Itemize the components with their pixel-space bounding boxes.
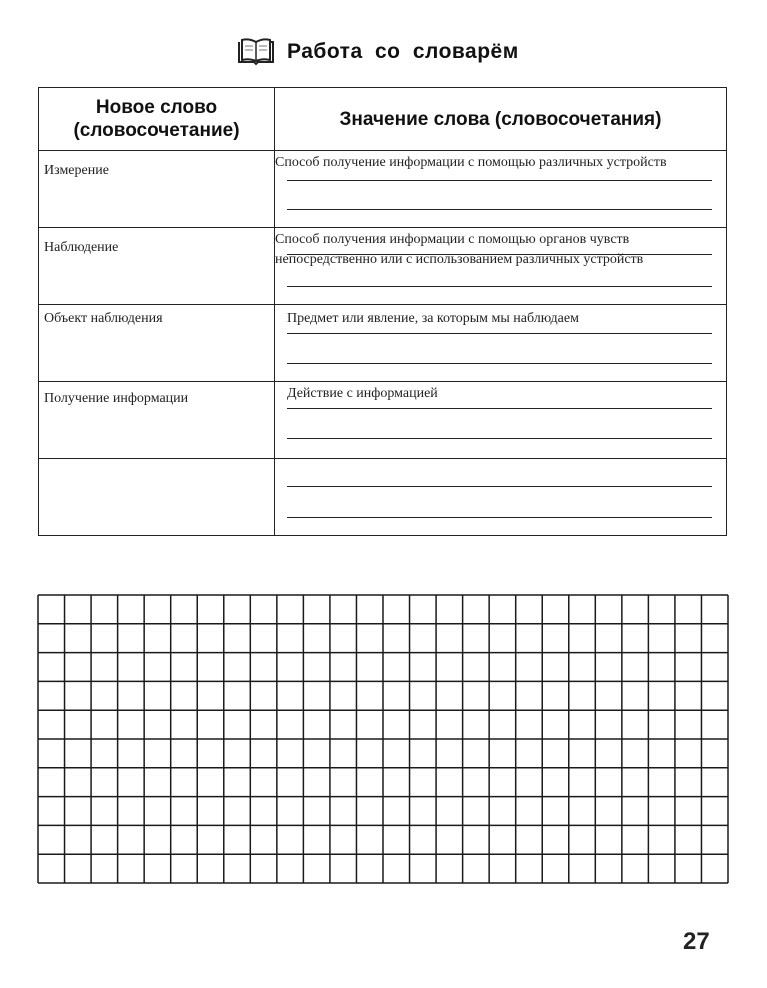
word-cell[interactable] [39, 305, 275, 382]
table-row [39, 151, 727, 228]
word-cell[interactable] [39, 151, 275, 228]
column-header-line: Новое слово [95, 97, 218, 118]
vocabulary-table [38, 87, 727, 536]
table-row [39, 305, 727, 382]
answer-line [287, 180, 712, 181]
meaning-text: Способ получение информации с помощью различных устройств [275, 155, 667, 170]
word-text [39, 459, 274, 471]
answer-line [287, 517, 712, 518]
column-header-new-word [39, 88, 275, 151]
answer-line [287, 486, 712, 487]
page-number: 27 [683, 928, 710, 955]
word-text: Получение информации [44, 391, 189, 406]
meaning-cell[interactable] [275, 305, 727, 382]
table-row [39, 228, 727, 305]
word-text: Наблюдение [44, 240, 119, 255]
answer-line [287, 333, 712, 334]
meaning-text: Способ получения информации с помощью органов чувств непосредственно или с использованием различных устройств [275, 232, 644, 267]
grid-lines [37, 594, 729, 884]
answer-line [287, 438, 712, 439]
word-text: Объект наблюдения [44, 311, 163, 326]
writing-grid[interactable] [37, 594, 729, 884]
answer-line [287, 209, 712, 210]
answer-line [287, 286, 712, 287]
table-row [39, 459, 727, 536]
meaning-text: Предмет или явление, за которым мы наблюдаем [287, 311, 579, 326]
column-header-line: (словосочетание) [73, 120, 240, 141]
section-title: Работа со словарём [287, 40, 519, 63]
section-header [237, 32, 519, 72]
open-book-icon [237, 38, 275, 66]
answer-line [287, 408, 712, 409]
meaning-cell[interactable] [275, 382, 727, 459]
meaning-cell[interactable] [275, 459, 727, 536]
answer-line [287, 363, 712, 364]
meaning-text: Действие с информацией [287, 386, 438, 401]
meaning-text [275, 459, 726, 461]
word-cell[interactable] [39, 382, 275, 459]
word-cell[interactable] [39, 459, 275, 536]
word-text: Измерение [44, 163, 109, 178]
meaning-cell[interactable] [275, 151, 727, 228]
table-row [39, 382, 727, 459]
column-header-meaning: Значение слова (словосочетания) [275, 88, 727, 151]
word-cell[interactable] [39, 228, 275, 305]
table-header-row [39, 88, 727, 151]
meaning-cell[interactable] [275, 228, 727, 305]
